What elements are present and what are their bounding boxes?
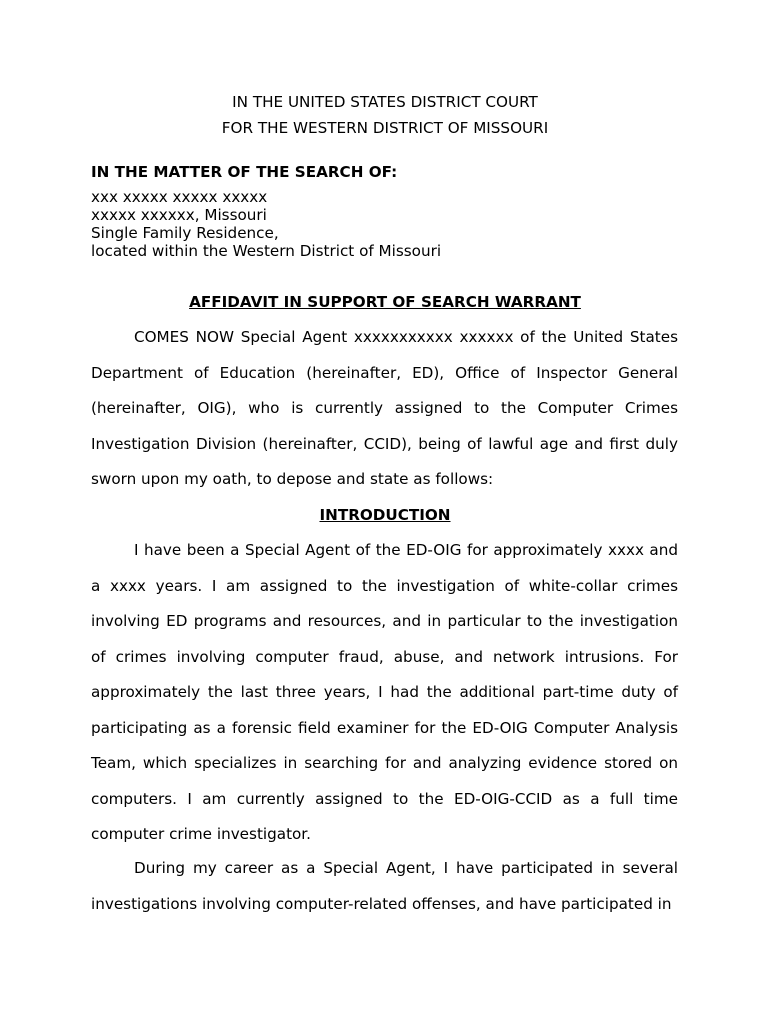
address-line: xxxxx xxxxxx, Missouri (91, 206, 267, 224)
court-name: IN THE UNITED STATES DISTRICT COURT (232, 93, 538, 111)
address-line: located within the Western District of Missouri (91, 242, 442, 260)
introduction-title: INTRODUCTION (319, 506, 451, 524)
address-line: Single Family Residence, (91, 224, 279, 242)
matter-heading: IN THE MATTER OF THE SEARCH OF: (91, 163, 398, 181)
introduction-paragraph-2: During my career as a Special Agent, I have participated in several investigations involving computer-related offenses, and have participated in (91, 859, 678, 913)
affidavit-title: AFFIDAVIT IN SUPPORT OF SEARCH WARRANT (189, 293, 581, 311)
address-line: xxx xxxxx xxxxx xxxxx (91, 188, 268, 206)
introduction-paragraph-1: I have been a Special Agent of the ED-OIG for approximately xxxx and a xxxx years. I am assigned to the investigation of white-collar crimes involving ED programs and resources, and in particular to the investigation of crimes involving computer fraud, abuse, and network intrusions. For approximately the last three years, I had the additional part-time duty of participating as a forensic field examiner for the ED-OIG Computer Analysis Team, which specializes in searching for and analyzing evidence stored on computers. I am currently assigned to the ED-OIG-CCID as a full time computer crime investigator. (91, 541, 678, 843)
court-district: FOR THE WESTERN DISTRICT OF MISSOURI (221, 119, 549, 137)
affidavit-intro-paragraph: COMES NOW Special Agent xxxxxxxxxxx xxxxxx of the United States Department of Education (hereinafter, ED), Office of Inspector General (hereinafter, OIG), who is currently assigned to the Computer Crimes Investigation Division (hereinafter, CCID), being of lawful age and first duly sworn upon my oath, to depose and state as follows: (91, 328, 678, 488)
address-block (91, 188, 441, 260)
